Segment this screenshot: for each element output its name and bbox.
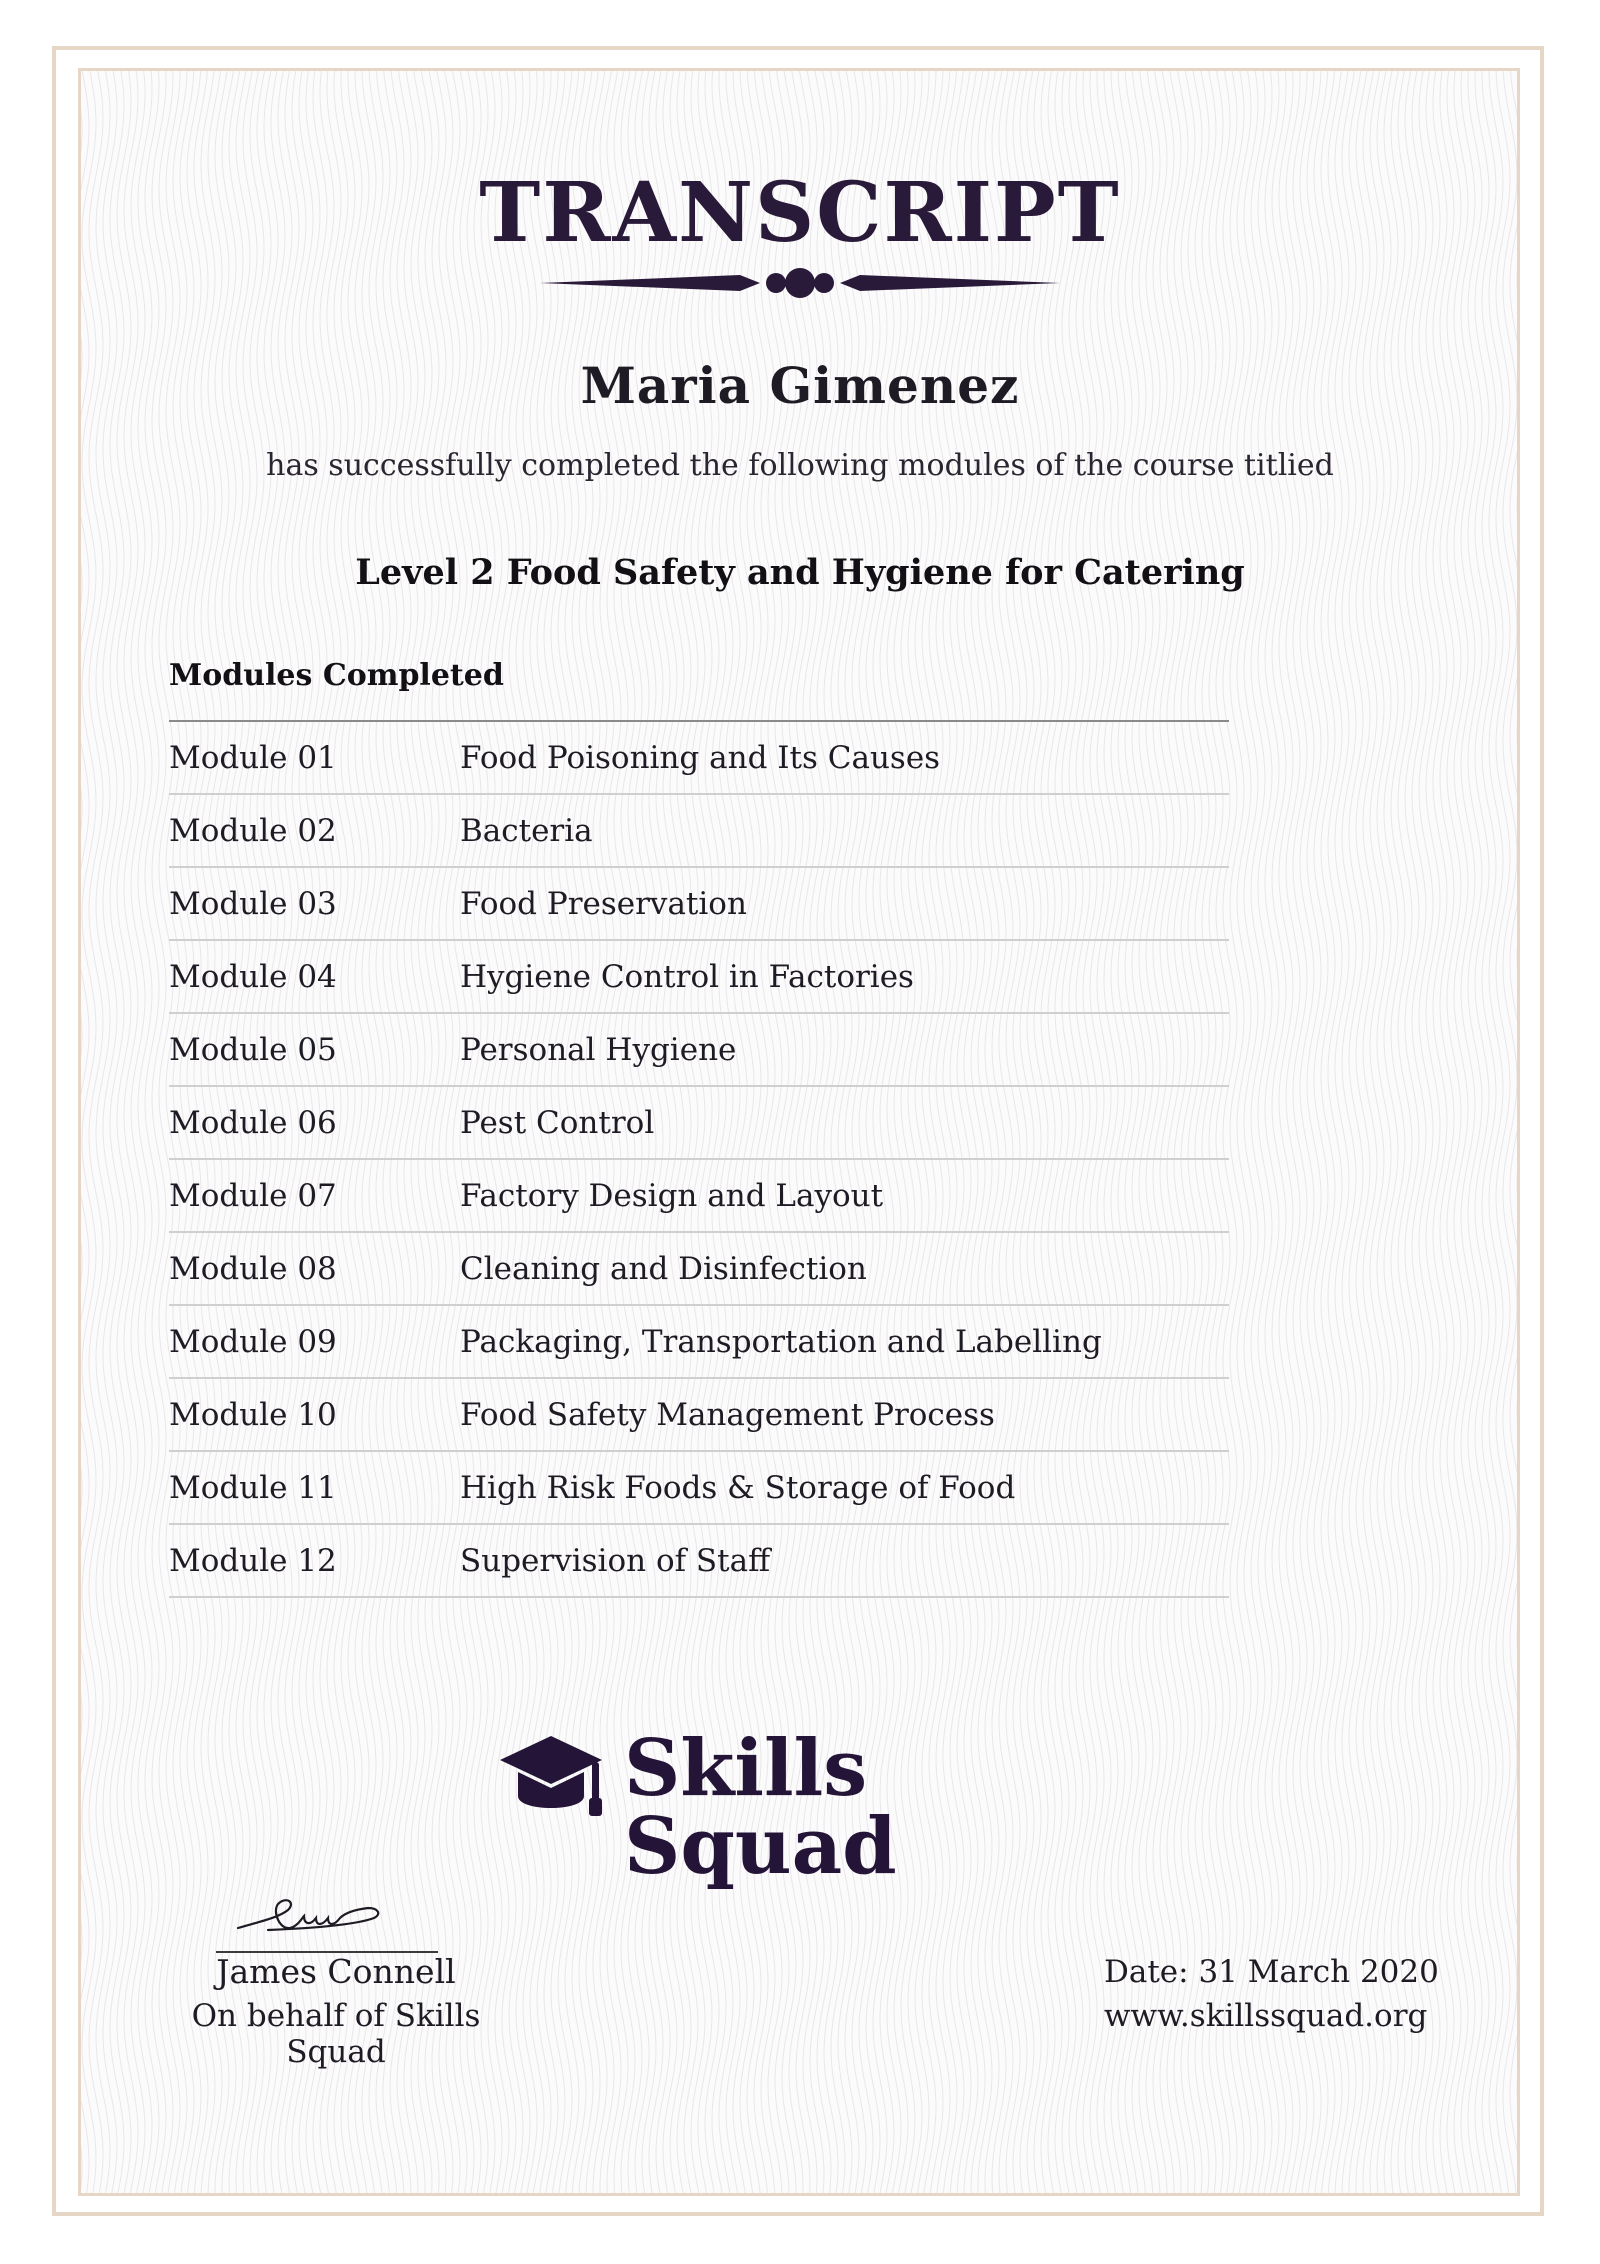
document-title: TRANSCRIPT	[479, 165, 1121, 261]
module-name: Supervision of Staff	[460, 1542, 771, 1579]
module-code: Module 05	[169, 1031, 337, 1068]
module-code: Module 12	[169, 1542, 337, 1579]
module-name: Cleaning and Disinfection	[460, 1250, 867, 1287]
module-code: Module 04	[169, 958, 337, 995]
table-row	[169, 1306, 1229, 1379]
table-row	[169, 1452, 1229, 1525]
title-ornament-icon	[540, 258, 1060, 308]
module-name: Food Safety Management Process	[460, 1396, 995, 1433]
module-name: Personal Hygiene	[460, 1031, 737, 1068]
module-code: Module 03	[169, 885, 337, 922]
module-code: Module 02	[169, 812, 337, 849]
module-code: Module 08	[169, 1250, 337, 1287]
module-name: Food Preservation	[460, 885, 747, 922]
issue-date: Date: 31 March 2020	[1104, 1954, 1439, 1990]
signer-name: James Connell	[216, 1952, 456, 1991]
module-code: Module 06	[169, 1104, 337, 1141]
brand-name: Skills Squad	[624, 1723, 897, 1892]
module-name: Food Poisoning and Its Causes	[460, 739, 941, 776]
course-title: Level 2 Food Safety and Hygiene for Catering	[355, 552, 1245, 593]
module-code: Module 11	[169, 1469, 337, 1506]
table-row	[169, 722, 1229, 795]
table-row	[169, 1160, 1229, 1233]
recipient-name: Maria Gimenez	[580, 356, 1020, 415]
module-code: Module 10	[169, 1396, 337, 1433]
module-code: Module 01	[169, 739, 337, 776]
module-code: Module 09	[169, 1323, 337, 1360]
module-name: Hygiene Control in Factories	[460, 958, 914, 995]
completion-statement: has successfully completed the following modules of the course titlied	[266, 448, 1334, 483]
table-row	[169, 1014, 1229, 1087]
signature-mark	[228, 1888, 388, 1948]
website-url: www.skillssquad.org	[1104, 1998, 1428, 2034]
module-code: Module 07	[169, 1177, 337, 1214]
module-name: High Risk Foods & Storage of Food	[460, 1469, 1016, 1506]
graduation-cap-icon	[498, 1730, 604, 1820]
signer-role: On behalf of Skills Squad	[191, 1998, 481, 2070]
brand-logo	[498, 1723, 1118, 1892]
table-row	[169, 941, 1229, 1014]
table-row	[169, 795, 1229, 868]
table-row	[169, 1233, 1229, 1306]
module-name: Packaging, Transportation and Labelling	[460, 1323, 1102, 1360]
table-row	[169, 1087, 1229, 1160]
module-name: Factory Design and Layout	[460, 1177, 884, 1214]
modules-table	[169, 720, 1229, 1598]
modules-heading: Modules Completed	[169, 658, 504, 693]
module-name: Pest Control	[460, 1104, 655, 1141]
table-row	[169, 868, 1229, 941]
module-name: Bacteria	[460, 812, 593, 849]
table-row	[169, 1525, 1229, 1598]
table-row	[169, 1379, 1229, 1452]
